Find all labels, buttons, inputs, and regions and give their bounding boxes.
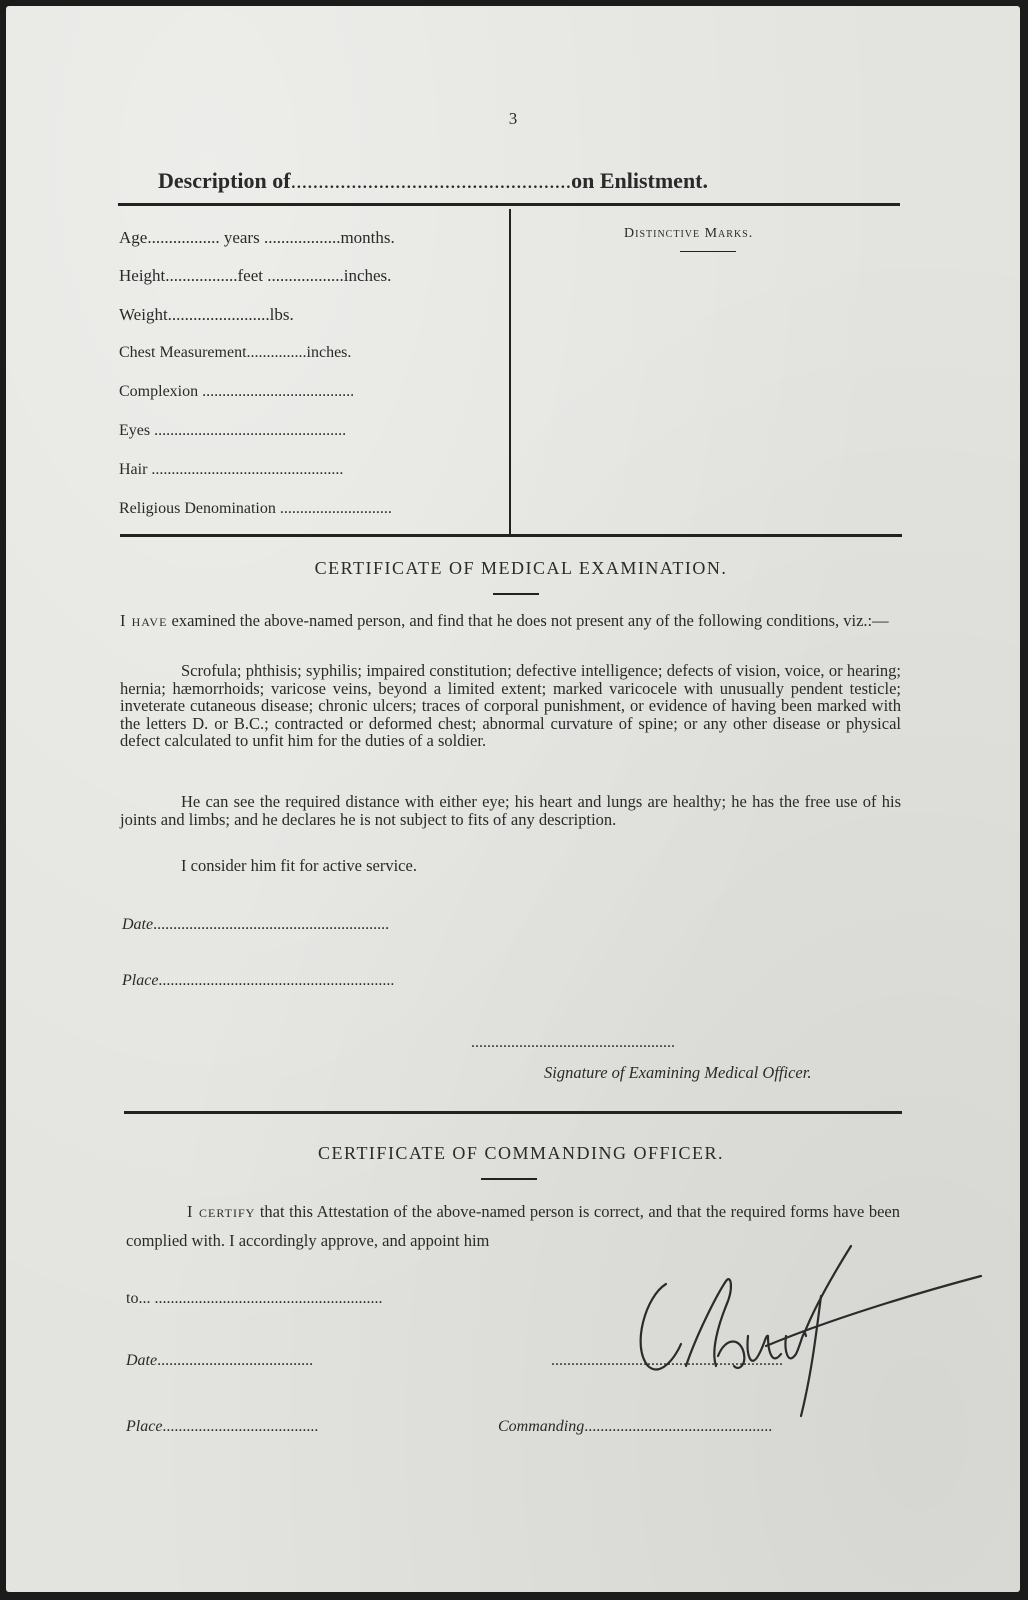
field-chest: Chest Measurement...............inches. xyxy=(119,344,352,361)
medical-conditions: Scrofula; phthisis; syphilis; impaired constitution; defective intelligence; defects of vision, voice, or hearing; hernia; hæmorrhoids; varicose veins, beyond a limited extent; marked varicocele with unusually pendent testicle; inveterate cutaneous disease; chronic ulcers; traces of corporal punishment, or evidence of having been marked with the letters D. or B.C.; contracted or deformed chest; abnormal curvature of spine; or any other disease or physical defect calculated to unfit him for the duties of a soldier. xyxy=(120,661,901,750)
commanding-signature-dots: .......................................................... xyxy=(551,1352,783,1369)
commanding-place-dots: ....................................... xyxy=(162,1418,319,1435)
commanding-date-line xyxy=(126,1352,313,1370)
medical-place-label: Place xyxy=(122,972,159,989)
medical-fit: I consider him fit for active service. xyxy=(181,856,417,875)
field-hair: Hair ................................................ xyxy=(119,461,344,478)
medical-place-dots: ........................................................... xyxy=(158,972,395,989)
page-number: 3 xyxy=(508,109,518,128)
medical-signature-label: Signature of Examining Medical Officer. xyxy=(544,1063,812,1082)
medical-date-label: Date xyxy=(122,916,154,933)
medical-intro xyxy=(120,612,901,630)
commanding-to-label: to... xyxy=(126,1290,151,1307)
medical-intro-rest: examined the above-named person, and find that he does not present any of the following conditions, viz.:— xyxy=(167,611,889,630)
field-weight: Weight........................lbs. xyxy=(119,305,294,324)
distinctive-marks-underline xyxy=(680,251,736,252)
heading-blank: ................................................... xyxy=(290,168,572,193)
field-complexion: Complexion ...................................... xyxy=(119,383,355,400)
mid-rule xyxy=(124,1111,902,1114)
field-height: Height.................feet ..................inches. xyxy=(119,266,392,285)
table-top-rule xyxy=(118,203,900,206)
commanding-certify-lead: I certify xyxy=(187,1202,256,1221)
attestation-page xyxy=(6,6,1020,1592)
commanding-title-underline xyxy=(481,1178,537,1180)
commanding-certify-rest: that this Attestation of the above-named person is correct, and that the required forms have been complied with. I accordingly approve, and appoint him xyxy=(126,1202,901,1250)
commanding-to-line xyxy=(126,1290,382,1308)
medical-sight: He can see the required distance with either eye; his heart and lungs are healthy; he has the free use of his joints and limbs; and he declares he is not subject to fits of any description. xyxy=(120,792,901,829)
table-divider xyxy=(509,209,511,536)
heading-left: Description of xyxy=(158,168,291,193)
field-religion: Religious Denomination ............................ xyxy=(119,500,392,517)
commanding-officer-label: Commanding xyxy=(498,1418,585,1435)
commanding-title: CERTIFICATE OF COMMANDING OFFICER. xyxy=(318,1143,724,1163)
medical-title-underline xyxy=(493,593,539,595)
field-age: Age................. years ..................months. xyxy=(119,228,395,247)
heading-right: on Enlistment. xyxy=(571,168,709,193)
medical-intro-lead: I have xyxy=(120,611,168,630)
commanding-officer-dots: ............................................... xyxy=(584,1418,773,1435)
medical-date-dots: ........................................................... xyxy=(153,916,390,933)
medical-place-line xyxy=(122,972,394,990)
handwritten-signature xyxy=(626,1226,986,1426)
commanding-date-dots: ....................................... xyxy=(157,1352,314,1369)
commanding-place-line xyxy=(126,1418,318,1436)
field-eyes: Eyes ................................................ xyxy=(119,422,347,439)
medical-signature-dots: ................................................... xyxy=(471,1034,675,1051)
commanding-place-label: Place xyxy=(126,1418,163,1435)
commanding-date-label: Date xyxy=(126,1352,158,1369)
medical-date-line xyxy=(122,916,389,934)
commanding-to-dots: ......................................................... xyxy=(154,1290,383,1307)
table-bottom-rule xyxy=(120,534,902,537)
medical-title: CERTIFICATE OF MEDICAL EXAMINATION. xyxy=(314,558,728,578)
distinctive-marks-label: Distinctive Marks. xyxy=(624,226,754,241)
page-heading xyxy=(158,168,708,194)
